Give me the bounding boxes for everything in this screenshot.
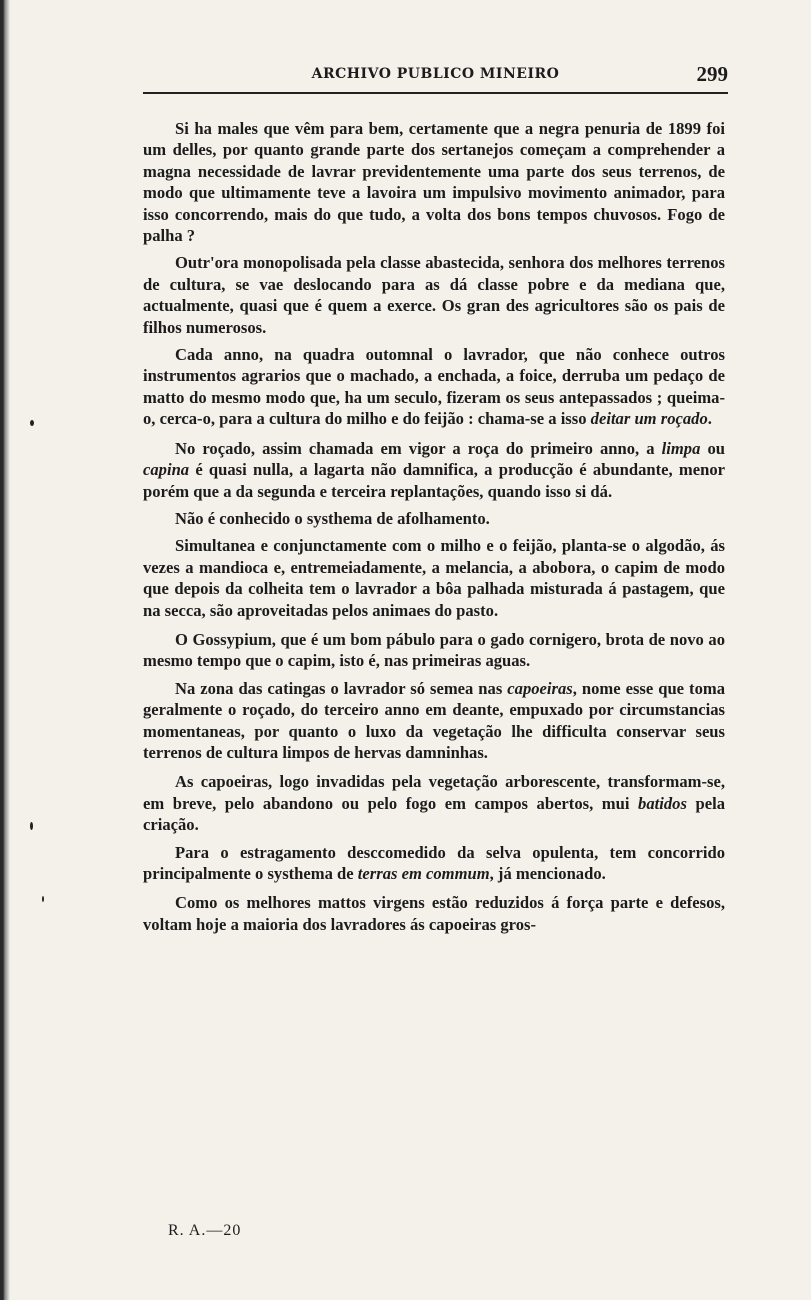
paragraph-3: [143, 344, 725, 430]
page-binding-edge: [0, 0, 10, 1300]
paragraph-10: [143, 842, 725, 885]
ink-speck: [42, 896, 44, 902]
paragraph-1: Si ha males que vêm para bem, certamente que a negra penuria de 1899 foi um delles, por quanto grande parte dos sertanejos começam a comprehender a magna necessidade de lavrar previdentemente uma parte dos seus terrenos, de modo que ultimamente teve a lavoira um impulsivo movimento animador, para isso concorrendo, mais do que tudo, a volta dos bons tempos chuvosos. Fogo de palha ?: [143, 119, 725, 246]
paragraph-8-end: , nome esse que toma geralmente o roçado, do terceiro anno em deante, empuxado por circumstancias momentaneas, por quanto o luxo da vegetação lhe difficulta conservar seus terrenos de cultura limpos de hervas damninhas.: [143, 678, 725, 762]
paragraph-9-text: As capoeiras, logo invadidas pela vegetação arborescente, transformam-se, em breve, pelo abandono ou pelo fogo em campos abertos, mui: [143, 772, 725, 813]
paragraph-3-emphasis: deitar um roçado: [590, 409, 708, 429]
paragraph-4-emphasis-limpa: limpa: [661, 438, 701, 458]
paragraph-9-end: pela criação.: [143, 793, 725, 835]
running-title: ARCHIVO PUBLICO MINEIRO: [311, 66, 560, 82]
paragraph-4-emphasis-capina: capina: [143, 460, 190, 480]
paragraph-9-emphasis: batidos: [638, 793, 687, 813]
paragraph-11: Como os melhores mattos virgens estão reduzidos á força parte e defesos, voltam hoje a maioria dos lavradores ás capoeiras gros-: [143, 893, 725, 934]
paragraph-2: Outr'ora monopolisada pela classe abastecida, senhora dos melhores terrenos de cultura, se vae deslocando para as dá classe pobre e da mediana que, actualmente, quasi que é quem a exerce. Os gran des agricultores são os pais de filhos numerosos.: [143, 253, 725, 337]
paragraph-4: [143, 438, 725, 502]
paragraph-3-end: .: [707, 409, 712, 429]
ink-speck: [30, 822, 33, 830]
paragraph-7: O Gossypium, que é um bom pábulo para o gado cornigero, brota de novo ao mesmo tempo que o capim, isto é, nas primeiras aguas.: [143, 629, 725, 671]
paragraph-8: [143, 678, 725, 764]
footer-signature: R. A.—20: [168, 1222, 242, 1239]
paragraph-8-emphasis: capoeiras: [507, 678, 573, 698]
paragraph-6: Simultanea e conjunctamente com o milho e o feijão, planta-se o algodão, ás vezes a mandioca e, entremeiadamente, a melancia, a abobora, o capim de modo que depois da colheita tem o lavrador a bôa palhada misturada á pastagem, que na secca, são aproveitadas pelos animaes do pasto.: [143, 536, 725, 620]
paragraph-10-end: , já mencionado.: [489, 864, 606, 883]
running-head: [143, 60, 728, 96]
paragraph-5: Não é conhecido o systhema de afolhamento.: [175, 508, 490, 528]
paragraph-10-emphasis: terras em commum: [357, 864, 490, 883]
paragraph-4-text: No roçado, assim chamada em vigor a roça do primeiro anno, a: [175, 438, 662, 458]
paragraph-4-mid: ou: [700, 438, 725, 458]
paragraph-9: [143, 771, 725, 835]
header-rule: [143, 92, 728, 97]
body-text: [143, 118, 725, 941]
ink-speck: [30, 420, 34, 426]
paragraph-8-text: Na zona das catingas o lavrador só semea nas: [175, 678, 508, 698]
paragraph-10-text: Para o estragamento desccomedido da selva opulenta, tem concorrido principalmente o systhema de: [143, 842, 725, 883]
page-number: 299: [696, 62, 728, 86]
paragraph-3-text: Cada anno, na quadra outomnal o lavrador, que não conhece outros instrumentos agrarios que o machado, a enchada, a foice, derruba um pedaço de matto do mesmo modo que, ha um seculo, fizeram os seus antepassados ; queima-o, cerca-o, para a cultura do milho e do feijão : chama-se a isso: [143, 345, 725, 429]
paragraph-4-end: é quasi nulla, a lagarta não damnifica, a producção é abundante, menor porém que a da segunda e terceira replantações, quando isso si dá.: [143, 460, 725, 501]
